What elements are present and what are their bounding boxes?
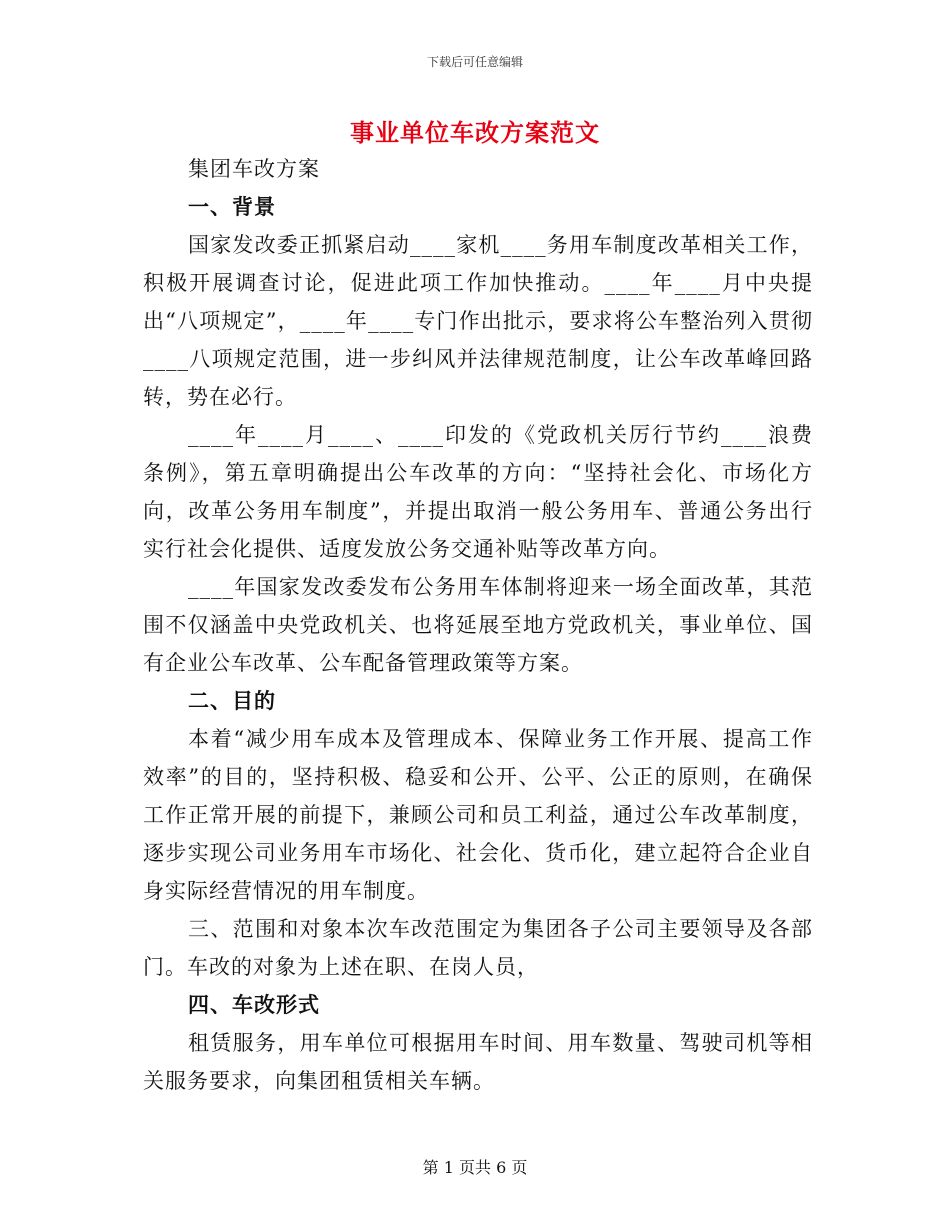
section-heading-background: 一、背景 — [188, 194, 276, 219]
paragraph-background-1: 国家发改委正抓紧启动____家机____务用车制度改革相关工作，积极开展调查讨论，促进此项工作加快推动。____年____月中央提出“八项规定”，____年____专门作出批示，要求将公车整治列入贯彻____八项规定范围，进一步纠风并法律规范制度，让公车改革峰回路转，势在必行。 — [143, 233, 813, 409]
document-title: 事业单位车改方案范文 — [350, 118, 600, 147]
section-heading-purpose: 二、目的 — [188, 688, 276, 713]
paragraph-scope: 三、范围和对象本次车改范围定为集团各子公司主要领导及各部门。车改的对象为上述在职、在岗人员， — [143, 917, 813, 979]
section-heading-form: 四、车改形式 — [188, 992, 320, 1017]
paragraph-purpose: 本着“减少用车成本及管理成本、保障业务工作开展、提高工作效率”的目的，坚持积极、稳妥和公开、公平、公正的原则，在确保工作正常开展的前提下，兼顾公司和员工利益，通过公车改革制度，逐步实现公司业务用车市场化、社会化、货币化，建立起符合企业自身实际经营情况的用车制度。 — [143, 727, 813, 903]
subtitle: 集团车改方案 — [188, 157, 320, 181]
document-body — [143, 150, 813, 1100]
page-number-footer: 第 1 页共 6 页 — [422, 1158, 528, 1177]
paragraph-form: 租赁服务，用车单位可根据用车时间、用车数量、驾驶司机等相关服务要求，向集团租赁相关车辆。 — [143, 1031, 813, 1093]
header-note: 下载后可任意编辑 — [426, 55, 523, 69]
paragraph-background-3: ____年国家发改委发布公务用车体制将迎来一场全面改革，其范围不仅涵盖中央党政机关、也将延展至地方党政机关，事业单位、国有企业公车改革、公车配备管理政策等方案。 — [143, 575, 813, 675]
paragraph-background-2: ____年____月____、____印发的《党政机关厉行节约____浪费条例》，第五章明确提出公车改革的方向：“坚持社会化、市场化方向，改革公务用车制度”，并提出取消一般公务用车、普通公务出行实行社会化提供、适度发放公务交通补贴等改革方向。 — [143, 423, 813, 561]
